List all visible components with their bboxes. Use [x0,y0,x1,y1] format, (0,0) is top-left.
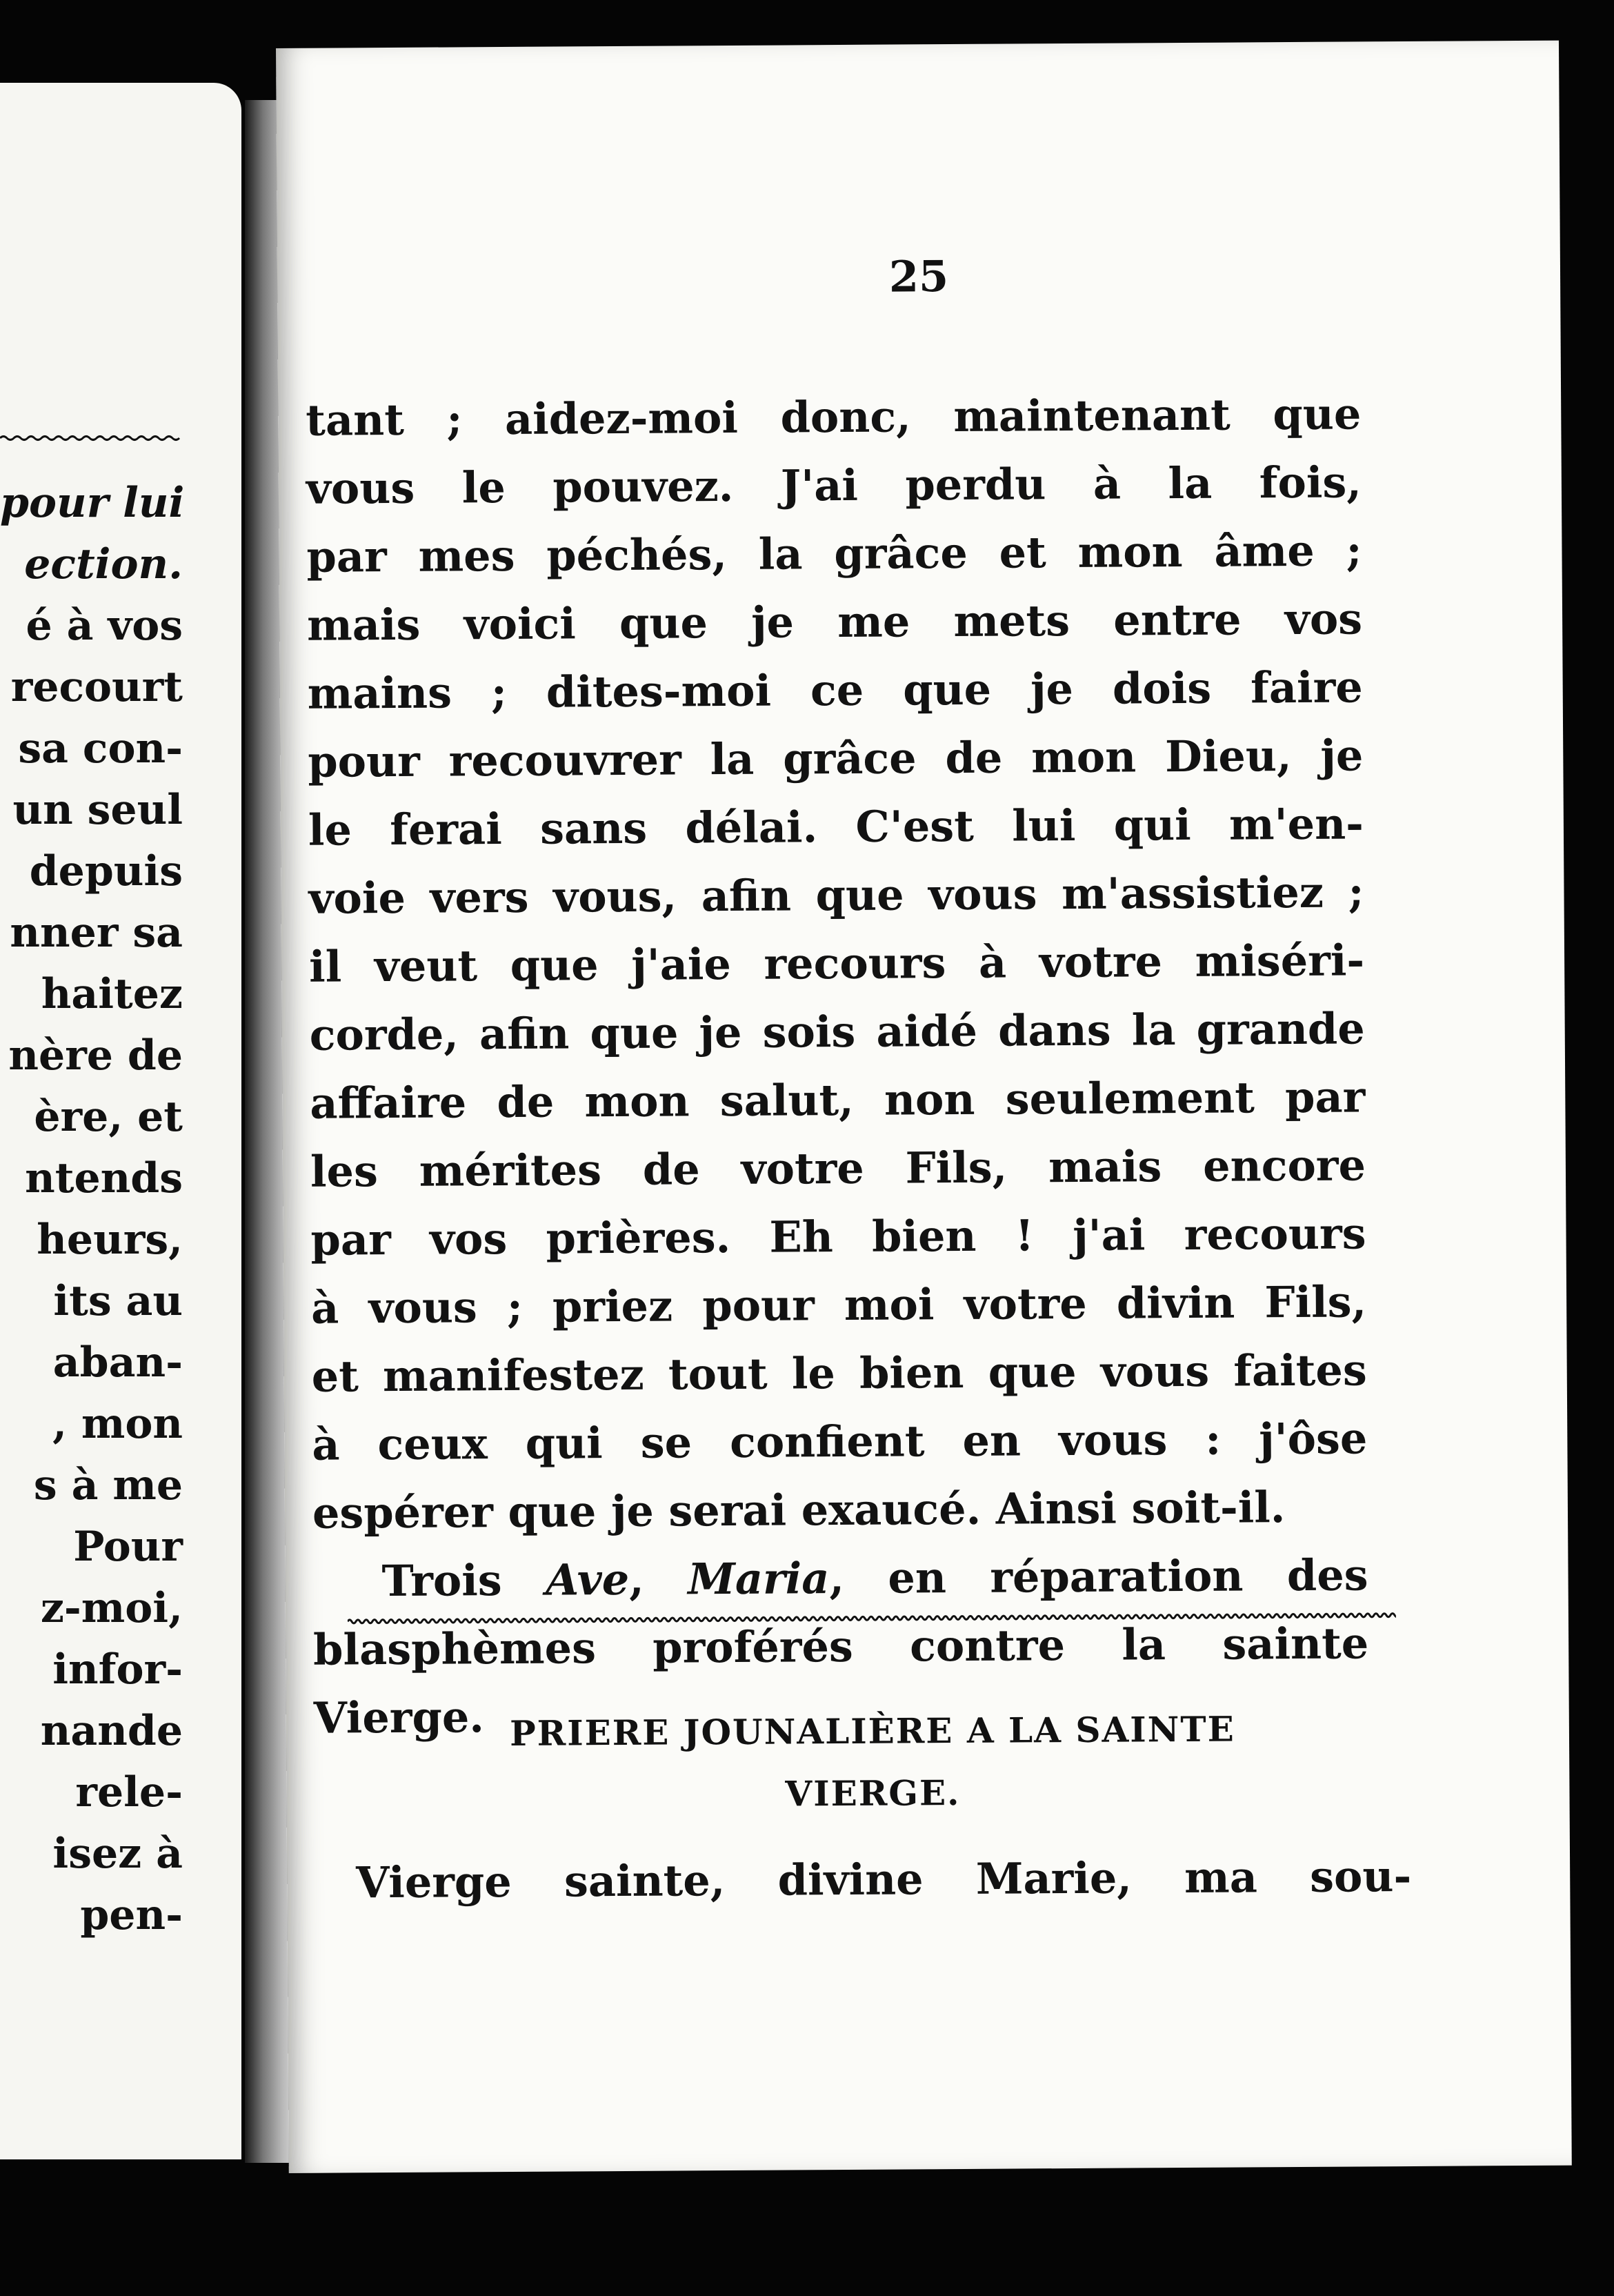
left-line: rele- [75,1768,183,1817]
left-line: s à me [33,1461,183,1510]
paragraph-line: Vierge. [313,1692,485,1743]
text-line: voie vers vous, afin que vous m'assistiez ; [308,867,1364,924]
text-line: à ceux qui se confient en vous : j'ôse [312,1413,1368,1470]
left-line: heurs, [37,1216,183,1264]
text-line: mains ; dites-moi ce que je dois faire [307,662,1363,719]
text-line: tant ; aidez-moi donc, maintenant que [306,388,1362,446]
left-line: ection. [24,540,183,588]
left-ornamental-rule [0,435,183,442]
text-line: et manifestez tout le bien que vous faites [311,1345,1367,1402]
left-line: nère de [8,1031,183,1080]
left-page-text [0,473,183,1946]
section-title-line: PRIERE JOUNALIÈRE A LA SAINTE [509,1708,1235,1754]
left-line: isez à [52,1830,183,1878]
section-title [348,1697,1397,1828]
left-line: é à vos [26,602,183,650]
text-line: à vous ; priez pour moi votre divin Fils, [310,1276,1367,1334]
paragraph-line: Trois Ave, Maria, en réparation des [381,1550,1368,1607]
ave-italic: Ave [545,1554,630,1605]
page-number: 25 [888,251,949,302]
left-line: sa con- [18,724,183,773]
left-line: pour lui [0,479,185,527]
text-line: il veut que j'aie recours à votre miséri- [308,935,1365,992]
left-line: aban- [52,1338,183,1387]
left-line: nande [40,1707,183,1755]
left-line: infor- [52,1645,183,1694]
maria-italic: Maria [687,1553,830,1605]
left-line: its au [53,1277,183,1325]
text-line: par mes péchés, la grâce et mon âme ; [306,525,1362,582]
left-line: haitez [41,970,183,1018]
left-line: z-moi, [40,1584,183,1632]
text-line: corde, afin que je sois aidé dans la grande [309,1003,1365,1060]
trois-word: Trois [381,1555,502,1607]
left-line: depuis [29,847,183,895]
paragraph-rest: , en réparation des [829,1550,1368,1604]
section-title-line: VIERGE. [785,1772,961,1814]
paragraph-line: blasphèmes proférés contre la sainte [312,1618,1369,1675]
text-line: affaire de mon salut, non seulement par [310,1071,1366,1129]
left-line: ntends [25,1154,183,1203]
left-line: recourt [10,663,183,711]
left-line: ère, et [34,1093,183,1141]
left-line: un seul [12,786,183,834]
text-line: les mérites de votre Fils, mais encore [310,1140,1366,1197]
left-line: pen- [80,1891,183,1939]
text-line: le ferai sans délai. C'est lui qui m'en- [308,798,1364,855]
left-line: Pour [73,1523,183,1571]
right-page [276,41,1572,2173]
text-line: espérer que je serai exaucé. Ainsi soit-il. [312,1482,1286,1538]
closing-line: Vierge sainte, divine Marie, ma sou- [356,1850,1412,1908]
left-page [0,83,241,2159]
left-line: nner sa [10,909,183,957]
body-text [306,379,1369,1752]
text-line: mais voici que je me mets entre vos [306,593,1363,651]
text-line: vous le pouvez. J'ai perdu à la fois, [306,457,1362,514]
text-line: par vos prières. Eh bien ! j'ai recours [310,1208,1366,1265]
text-line: pour recouvrer la grâce de mon Dieu, je [308,730,1364,787]
left-line: , mon [52,1400,183,1448]
